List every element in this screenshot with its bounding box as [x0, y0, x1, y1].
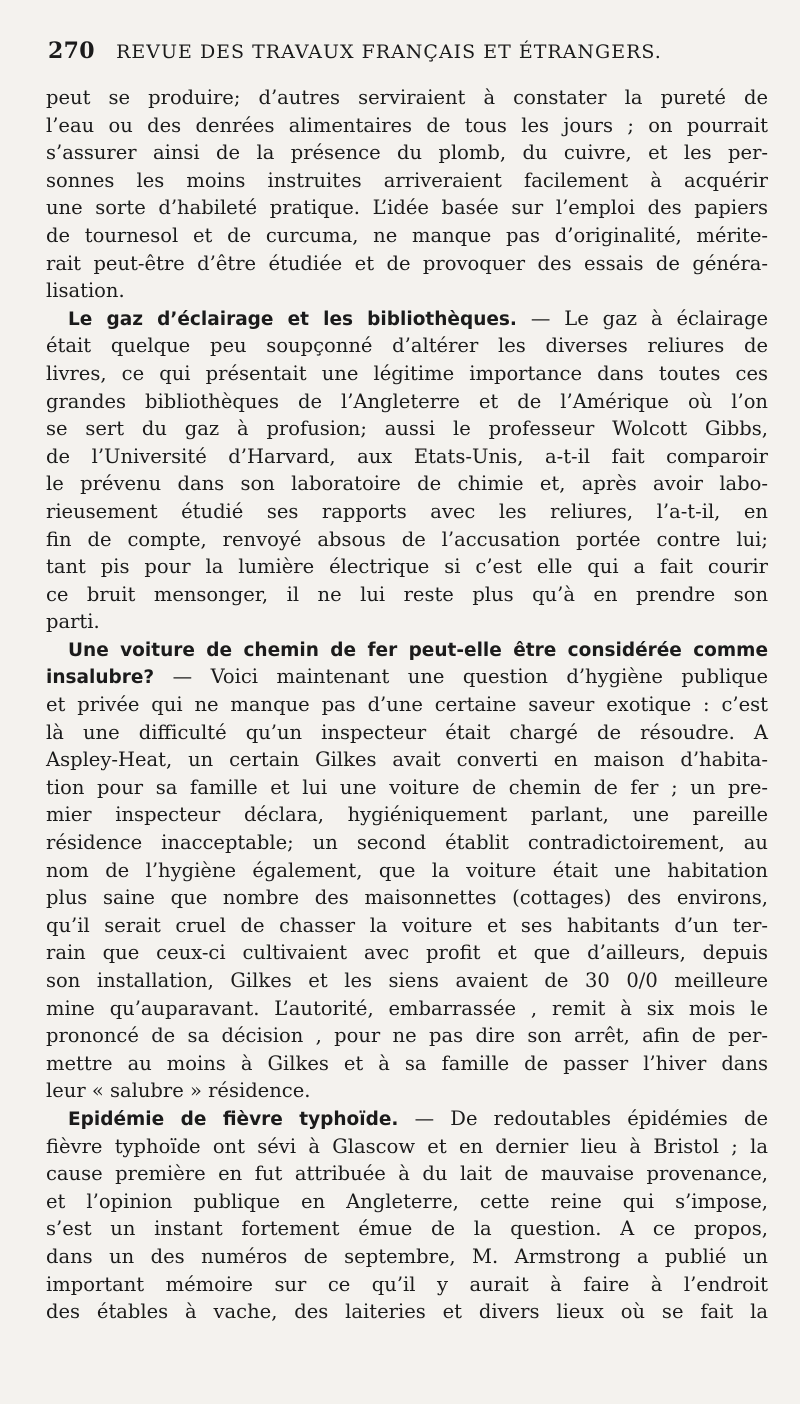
- text-line: ce bruit mensonger, il ne lui reste plus qu’à en prendre son: [46, 582, 768, 606]
- text-line: résidence inacceptable; un second établit contradictoirement, au: [46, 831, 768, 855]
- text-line: cause première en fut attribuée à du lait de mauvaise provenance,: [46, 1162, 768, 1186]
- text-line: de l’Université d’Harvard, aux Etats-Unis, a-t-il fait comparoir: [46, 444, 768, 468]
- text-line: nom de l’hygiène également, que la voiture était une habitation: [46, 858, 768, 882]
- text-line: mier inspecteur déclara, hygiéniquement parlant, une pareille: [46, 803, 768, 827]
- text-line: son installation, Gilkes et les siens avaient de 30 0/0 meilleure: [46, 969, 768, 992]
- text-line: se sert du gaz à profusion; aussi le professeur Wolcott Gibbs,: [46, 417, 768, 441]
- text-line: parti.: [46, 610, 100, 634]
- body-text: [46, 84, 768, 1326]
- text-line: et l’opinion publique en Angleterre, cette reine qui s’impose,: [46, 1189, 768, 1213]
- text-line: et privée qui ne manque pas d’une certaine saveur exotique : c’est: [46, 693, 768, 717]
- text-line: le prévenu dans son laboratoire de chimie et, après avoir labo-: [46, 472, 768, 496]
- running-head: [48, 38, 768, 64]
- text-line: tant pis pour la lumière électrique si c’est elle qui a fait courir: [46, 555, 768, 579]
- text-line: Aspley-Heat, un certain Gilkes avait converti en maison d’habita-: [46, 748, 768, 772]
- section-heading-line: [46, 636, 768, 664]
- text-line: là une difficulté qu’un inspecteur était chargé de résoudre. A: [46, 720, 768, 744]
- page-number: 270: [48, 38, 95, 64]
- text-line: peut se produire; d’autres serviraient à constater la pureté de: [46, 86, 768, 109]
- text-line: leur « salubre » résidence.: [46, 1079, 311, 1103]
- text-line: qu’il serait cruel de chasser la voiture et ses habitants d’un ter-: [46, 913, 768, 937]
- text-run: — Le gaz à éclairage: [516, 306, 768, 330]
- text-line: une sorte d’habileté pratique. L’idée basée sur l’emploi des papiers: [46, 196, 768, 220]
- text-line: de tournesol et de curcuma, ne manque pas d’originalité, mérite-: [46, 223, 768, 247]
- section-first-line: [46, 305, 768, 333]
- text-line: sonnes les moins instruites arriveraient facilement à acquérir: [46, 168, 768, 192]
- text-line: rain que ceux-ci cultivaient avec profit et que d’ailleurs, depuis: [46, 941, 768, 965]
- text-line: s’assurer ainsi de la présence du plomb, du cuivre, et les per-: [46, 141, 768, 165]
- text-line: livres, ce qui présentait une légitime importance dans toutes ces: [46, 361, 768, 385]
- text-line: prononcé de sa décision , pour ne pas dire son arrêt, afin de per-: [46, 1024, 768, 1048]
- text-line: important mémoire sur ce qu’il y aurait à faire à l’endroit: [46, 1272, 768, 1296]
- section-first-line: [46, 663, 768, 691]
- text-line: fièvre typhoïde ont sévi à Glascow et en dernier lieu à Bristol ; la: [46, 1134, 768, 1158]
- text-line: s’est un instant fortement émue de la question. A ce propos,: [46, 1217, 768, 1241]
- journal-title: REVUE DES TRAVAUX FRANÇAIS ET ÉTRANGERS.: [116, 41, 662, 63]
- section-heading-cont: insalubre?: [46, 667, 155, 689]
- section-heading: Epidémie de fièvre typhoïde.: [68, 1108, 399, 1130]
- text-line: des étables à vache, des laiteries et divers lieux où se fait la: [46, 1300, 768, 1324]
- text-line: était quelque peu soupçonné d’altérer les diverses reliures de: [46, 334, 768, 358]
- text-line: dans un des numéros de septembre, M. Armstrong a publié un: [46, 1244, 768, 1268]
- text-run: — Voici maintenant une question d’hygiène publique: [154, 665, 768, 689]
- text-line: tion pour sa famille et lui une voiture de chemin de fer ; un pre-: [46, 775, 768, 799]
- section-first-line: [46, 1105, 768, 1133]
- text-line: mine qu’auparavant. L’autorité, embarrassée , remit à six mois le: [46, 996, 768, 1020]
- text-line: rait peut-être d’être étudiée et de provoquer des essais de généra-: [46, 251, 768, 275]
- section-heading: Le gaz d’éclairage et les bibliothèques.: [68, 308, 517, 330]
- text-line: grandes bibliothèques de l’Angleterre et de l’Amérique où l’on: [46, 389, 768, 413]
- text-line: mettre au moins à Gilkes et à sa famille de passer l’hiver dans: [46, 1051, 768, 1075]
- text-line: plus saine que nombre des maisonnettes (cottages) des environs,: [46, 886, 768, 910]
- text-line: rieusement étudié ses rapports avec les reliures, l’a-t-il, en: [46, 499, 768, 523]
- text-line: fin de compte, renvoyé absous de l’accusation portée contre lui;: [46, 527, 768, 551]
- section-heading: Une voiture de chemin de fer peut-elle être considérée comme: [68, 639, 768, 661]
- text-line: l’eau ou des denrées alimentaires de tous les jours ; on pourrait: [46, 113, 768, 137]
- text-line: lisation.: [46, 279, 125, 303]
- text-run: — De redoutables épidémies de: [398, 1106, 768, 1130]
